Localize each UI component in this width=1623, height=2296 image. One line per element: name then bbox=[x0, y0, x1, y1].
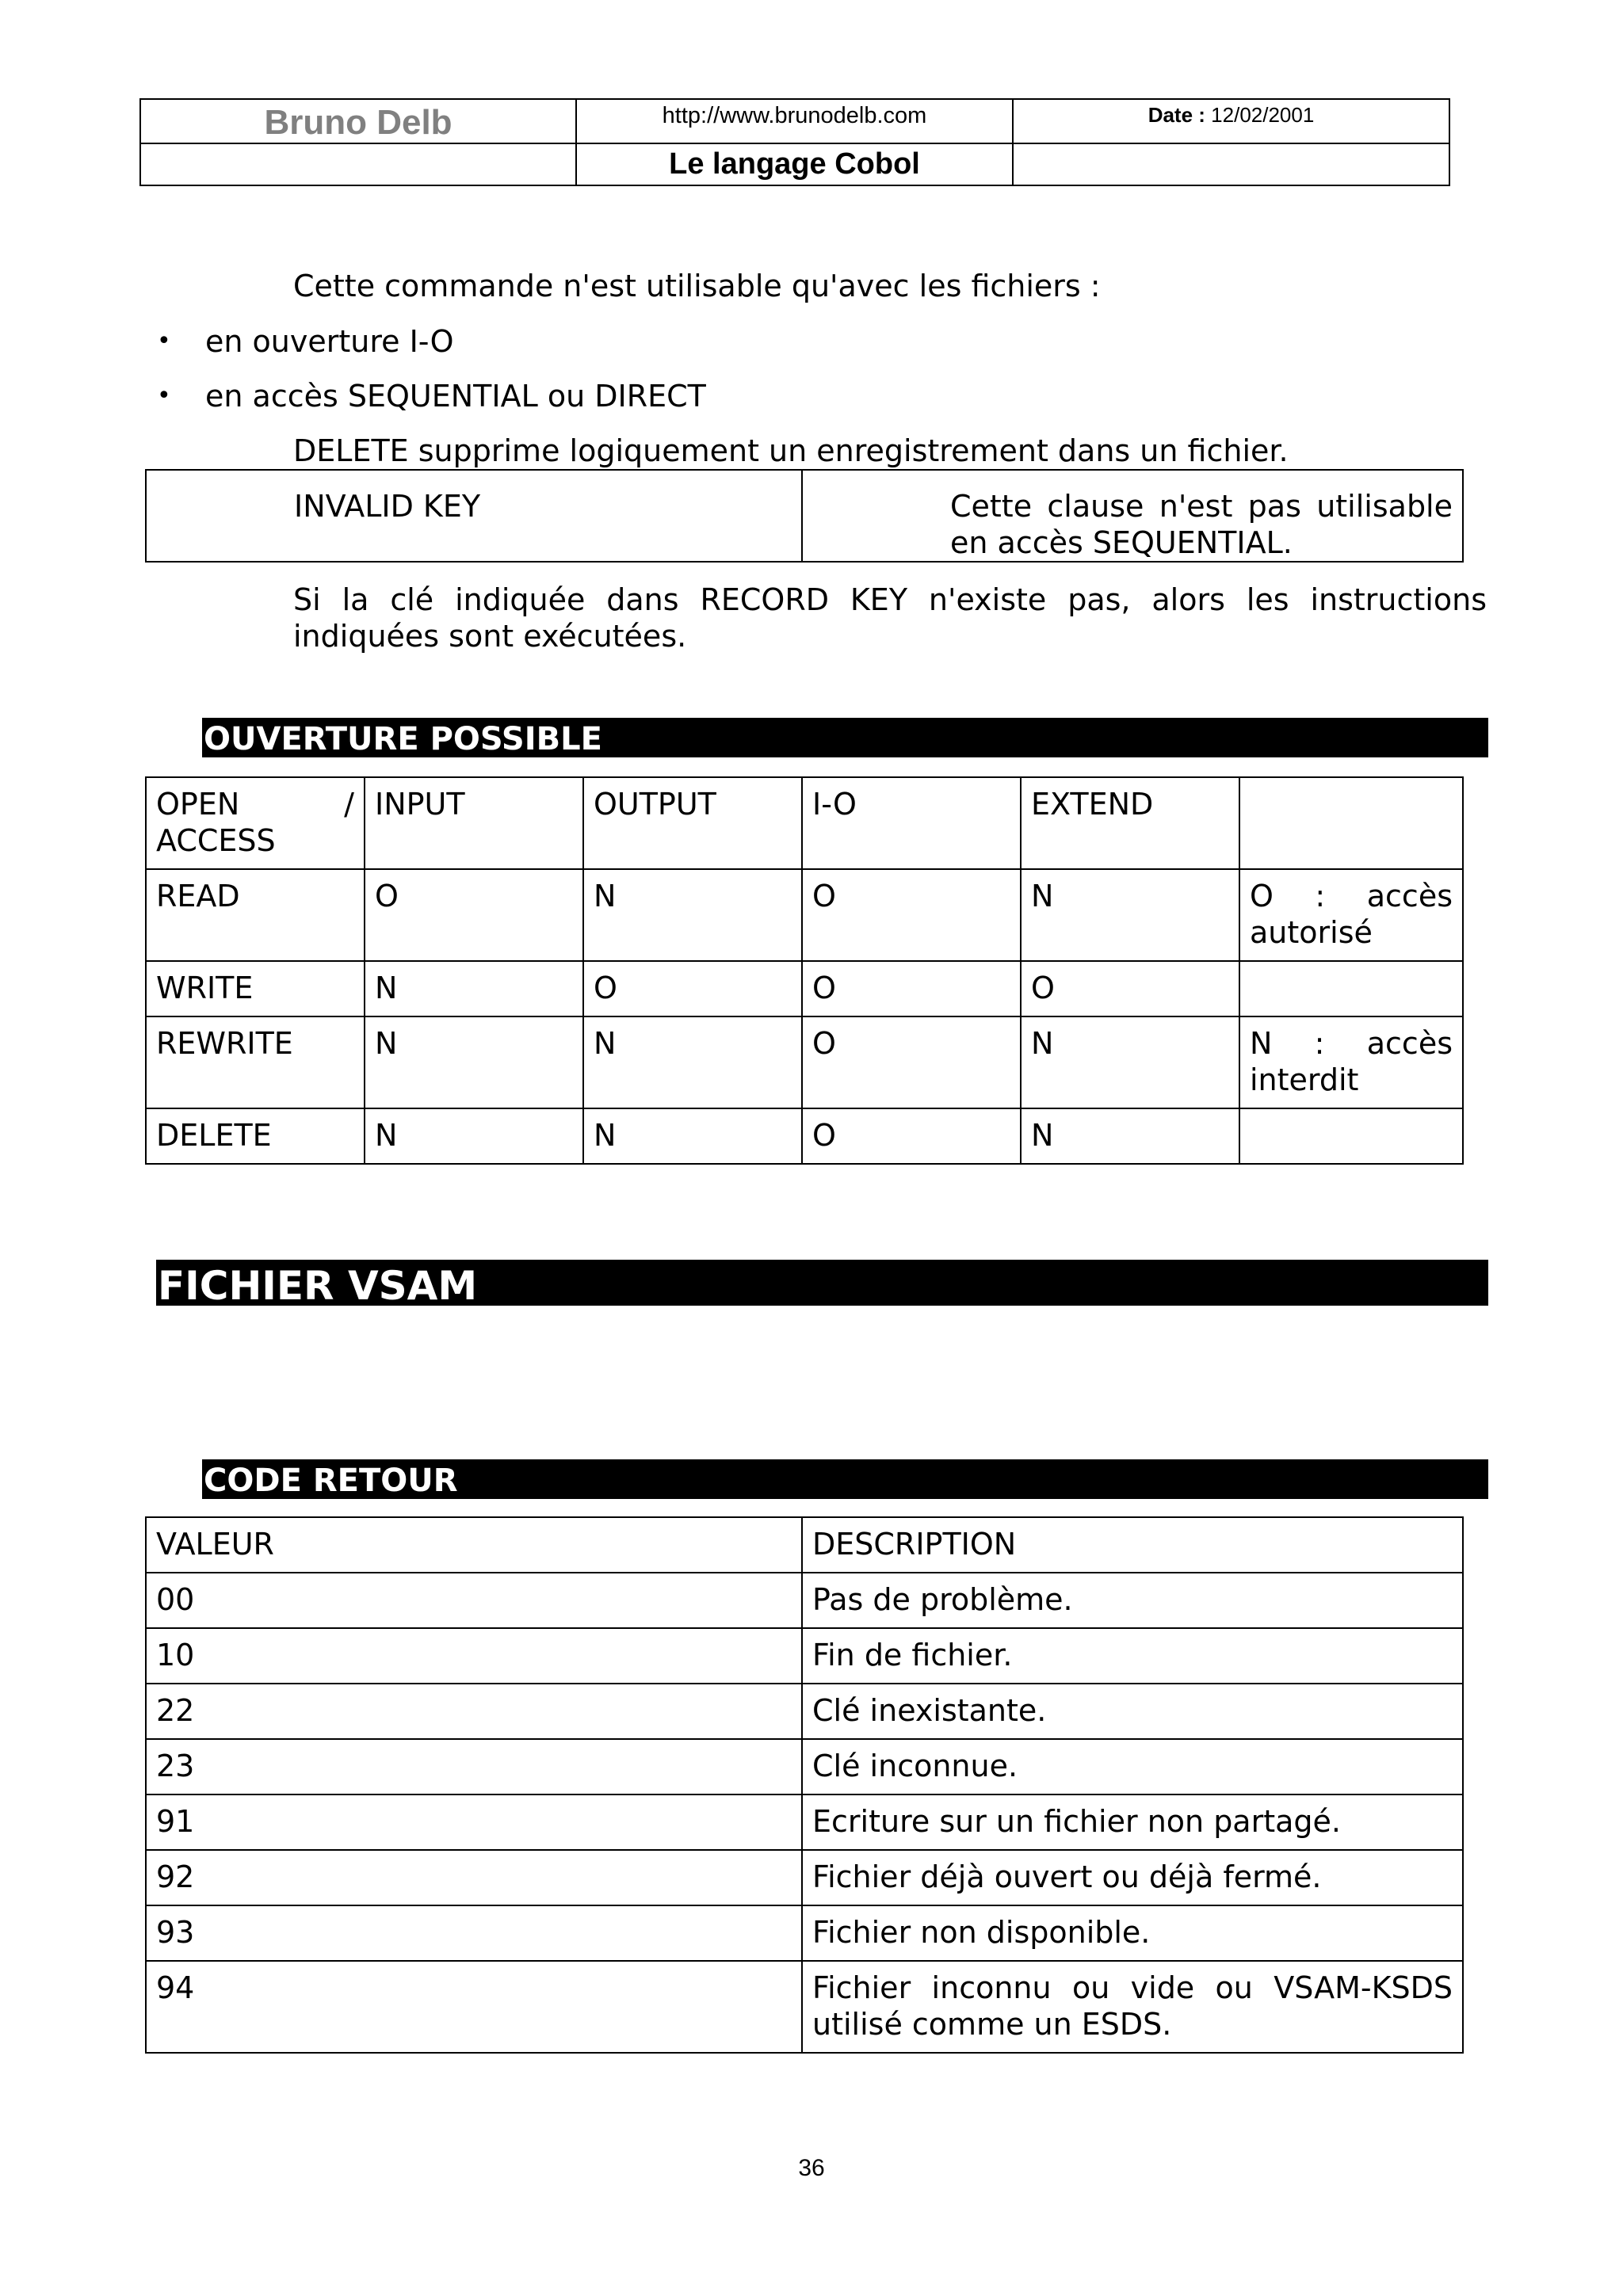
ouverture-cell: N bbox=[365, 1016, 583, 1108]
ouverture-header-open-access: OPEN / ACCESS bbox=[146, 777, 365, 869]
code-header-row bbox=[146, 1517, 1463, 1573]
table-row bbox=[146, 1739, 1463, 1794]
ouverture-row bbox=[146, 1108, 1463, 1164]
section-heading-code-retour: CODE RETOUR bbox=[202, 1459, 1488, 1499]
bullet-dot-2: • bbox=[157, 382, 171, 410]
bullet-item-2: en accès SEQUENTIAL ou DIRECT bbox=[205, 379, 706, 414]
code-description: Clé inconnue. bbox=[802, 1739, 1463, 1794]
header-date-label: Date : bbox=[1148, 103, 1205, 127]
header-url: http://www.brunodelb.com bbox=[576, 99, 1013, 143]
invalid-key-note-line1: Cette clause n'est pas utilisable bbox=[950, 489, 1453, 524]
ouverture-cell: O bbox=[583, 961, 802, 1016]
table-row bbox=[146, 1905, 1463, 1961]
delete-description: DELETE supprime logiquement un enregistrement dans un fichier. bbox=[293, 433, 1289, 468]
code-value: 23 bbox=[146, 1739, 802, 1794]
code-value: 92 bbox=[146, 1850, 802, 1905]
ouverture-header-extend: EXTEND bbox=[1021, 777, 1239, 869]
header-date bbox=[1013, 99, 1449, 143]
header-date-value: 12/02/2001 bbox=[1211, 103, 1315, 127]
code-description: Fin de fichier. bbox=[802, 1628, 1463, 1684]
code-description: Pas de problème. bbox=[802, 1573, 1463, 1628]
ouverture-cell: O bbox=[802, 869, 1021, 961]
intro-line: Cette commande n'est utilisable qu'avec les fichiers : bbox=[293, 269, 1101, 303]
table-row bbox=[146, 1794, 1463, 1850]
ouverture-legend-interdit: N : accès interdit bbox=[1239, 1016, 1463, 1108]
code-description: Fichier non disponible. bbox=[802, 1905, 1463, 1961]
code-header-description: DESCRIPTION bbox=[802, 1517, 1463, 1573]
ouverture-cell-op: DELETE bbox=[146, 1108, 365, 1164]
code-value: 22 bbox=[146, 1684, 802, 1739]
ouverture-table bbox=[145, 776, 1464, 1165]
header-title: Le langage Cobol bbox=[576, 143, 1013, 185]
table-row bbox=[146, 1628, 1463, 1684]
code-header-valeur: VALEUR bbox=[146, 1517, 802, 1573]
ouverture-cell bbox=[1239, 961, 1463, 1016]
code-retour-table bbox=[145, 1516, 1464, 2054]
ouverture-header-output: OUTPUT bbox=[583, 777, 802, 869]
ouverture-legend-autorise: O : accès autorisé bbox=[1239, 869, 1463, 961]
table-row bbox=[146, 1573, 1463, 1628]
ouverture-cell: N bbox=[1021, 1108, 1239, 1164]
code-value: 91 bbox=[146, 1794, 802, 1850]
invalid-key-clause: INVALID KEY bbox=[146, 470, 802, 562]
section-heading-vsam: FICHIER VSAM bbox=[156, 1260, 1488, 1306]
ouverture-row bbox=[146, 869, 1463, 961]
ouverture-cell-op: READ bbox=[146, 869, 365, 961]
ouverture-cell: N bbox=[1021, 869, 1239, 961]
ouverture-cell: O bbox=[802, 961, 1021, 1016]
ouverture-row bbox=[146, 961, 1463, 1016]
bullet-item-1: en ouverture I-O bbox=[205, 324, 454, 359]
explanation-line1: Si la clé indiquée dans RECORD KEY n'existe pas, alors les instructions bbox=[293, 582, 1487, 617]
ouverture-header-io: I-O bbox=[802, 777, 1021, 869]
ouverture-cell bbox=[1239, 1108, 1463, 1164]
code-value: 00 bbox=[146, 1573, 802, 1628]
ouverture-header-row bbox=[146, 777, 1463, 869]
ouverture-cell: N bbox=[365, 961, 583, 1016]
page-header bbox=[139, 98, 1450, 186]
ouverture-cell: N bbox=[583, 1108, 802, 1164]
ouverture-header-legend bbox=[1239, 777, 1463, 869]
ouverture-cell: O bbox=[365, 869, 583, 961]
bullet-dot-1: • bbox=[157, 327, 171, 355]
code-value: 10 bbox=[146, 1628, 802, 1684]
code-value: 93 bbox=[146, 1905, 802, 1961]
invalid-key-note-line2: en accès SEQUENTIAL. bbox=[950, 525, 1293, 560]
ouverture-cell-op: REWRITE bbox=[146, 1016, 365, 1108]
header-author: Bruno Delb bbox=[140, 99, 576, 143]
header-empty-cell-right bbox=[1013, 143, 1449, 185]
ouverture-cell: N bbox=[583, 869, 802, 961]
code-description: Ecriture sur un fichier non partagé. bbox=[802, 1794, 1463, 1850]
invalid-key-note bbox=[802, 470, 1463, 562]
ouverture-cell: O bbox=[1021, 961, 1239, 1016]
explanation-line2: indiquées sont exécutées. bbox=[293, 619, 687, 654]
code-description: Fichier déjà ouvert ou déjà fermé. bbox=[802, 1850, 1463, 1905]
table-row bbox=[146, 1850, 1463, 1905]
invalid-key-table bbox=[145, 469, 1464, 563]
code-description: Fichier inconnu ou vide ou VSAM-KSDS utilisé comme un ESDS. bbox=[802, 1961, 1463, 2053]
ouverture-row bbox=[146, 1016, 1463, 1108]
ouverture-cell: N bbox=[583, 1016, 802, 1108]
code-value: 94 bbox=[146, 1961, 802, 2053]
ouverture-cell-op: WRITE bbox=[146, 961, 365, 1016]
table-row bbox=[146, 1961, 1463, 2053]
page-number: 36 bbox=[798, 2155, 825, 2181]
ouverture-header-input: INPUT bbox=[365, 777, 583, 869]
ouverture-cell: O bbox=[802, 1016, 1021, 1108]
table-row bbox=[146, 1684, 1463, 1739]
ouverture-cell: O bbox=[802, 1108, 1021, 1164]
header-empty-cell-left bbox=[140, 143, 576, 185]
code-description: Clé inexistante. bbox=[802, 1684, 1463, 1739]
ouverture-cell: N bbox=[1021, 1016, 1239, 1108]
section-heading-ouverture: OUVERTURE POSSIBLE bbox=[202, 718, 1488, 757]
ouverture-cell: N bbox=[365, 1108, 583, 1164]
